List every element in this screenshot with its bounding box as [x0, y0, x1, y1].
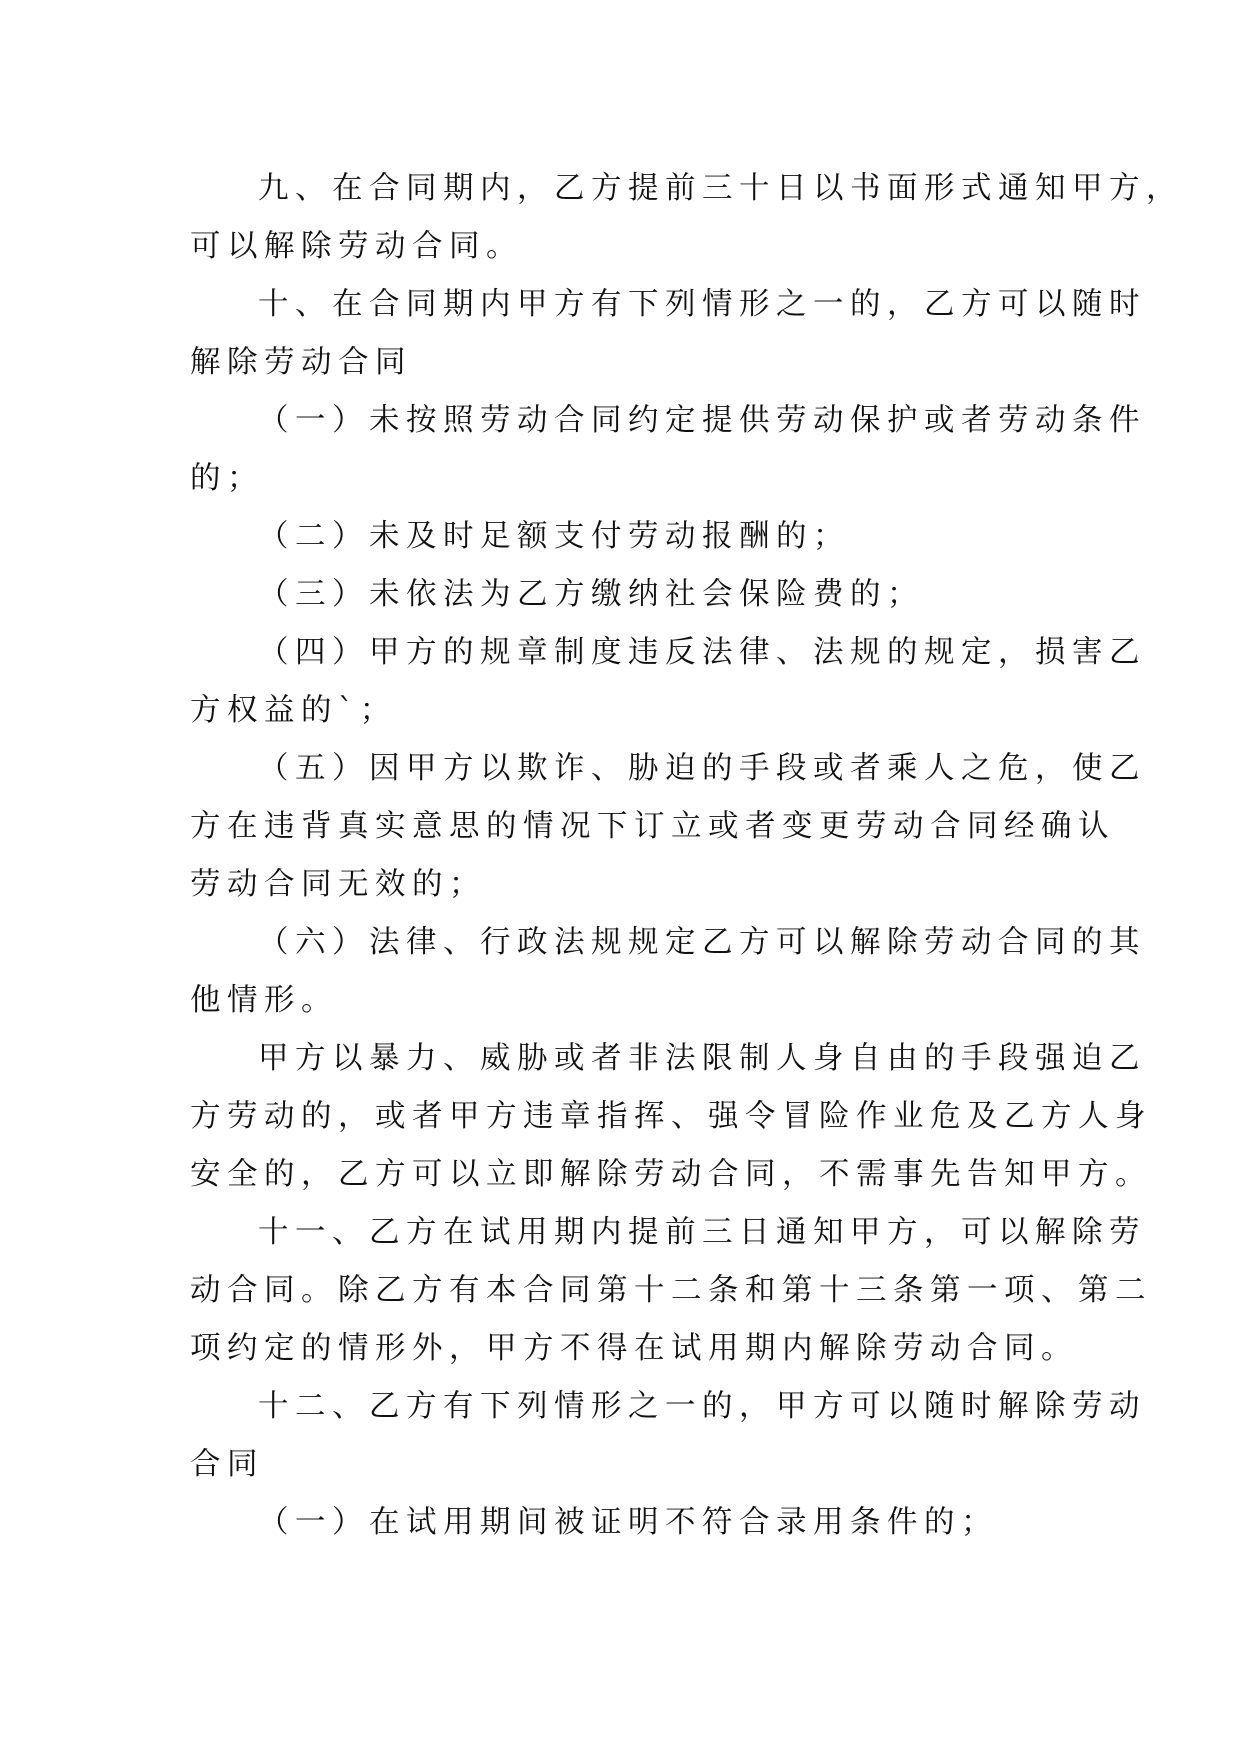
text-line: 动合同。除乙方有本合同第十二条和第十三条第一项、第二: [190, 1273, 1152, 1308]
text-line: 的；: [190, 461, 264, 496]
text-line: 可以解除劳动合同。: [190, 229, 523, 264]
text-line: 十、在合同期内甲方有下列情形之一的，乙方可以随时: [258, 287, 1146, 322]
text-line: （五）因甲方以欺诈、胁迫的手段或者乘人之危，使乙: [258, 751, 1146, 786]
text-line: （一）未按照劳动合同约定提供劳动保护或者劳动条件: [258, 403, 1146, 438]
text-line: 解除劳动合同: [190, 345, 412, 380]
contract-text: [190, 160, 1183, 1552]
text-line: 劳动合同无效的；: [190, 867, 486, 902]
text-line: 方劳动的，或者甲方违章指挥、强令冒险作业危及乙方人身: [190, 1099, 1152, 1134]
text-line: 十二、乙方有下列情形之一的，甲方可以随时解除劳动: [258, 1389, 1146, 1424]
text-line: （二）未及时足额支付劳动报酬的；: [258, 519, 850, 554]
text-line: 九、在合同期内，乙方提前三十日以书面形式通知甲方，: [258, 171, 1183, 206]
text-line: 方权益的`；: [190, 693, 397, 728]
text-line: 甲方以暴力、威胁或者非法限制人身自由的手段强迫乙: [258, 1041, 1146, 1076]
text-line: （三）未依法为乙方缴纳社会保险费的；: [258, 577, 924, 612]
text-line: 安全的，乙方可以立即解除劳动合同，不需事先告知甲方。: [190, 1157, 1152, 1192]
text-line: （六）法律、行政法规规定乙方可以解除劳动合同的其: [258, 925, 1146, 960]
text-line: 合同: [190, 1447, 264, 1482]
text-line: （一）在试用期间被证明不符合录用条件的；: [258, 1505, 998, 1540]
text-line: （四）甲方的规章制度违反法律、法规的规定，损害乙: [258, 635, 1146, 670]
text-line: 他情形。: [190, 983, 338, 1018]
text-line: 方在违背真实意思的情况下订立或者变更劳动合同经确认: [190, 809, 1115, 844]
text-line: 项约定的情形外，甲方不得在试用期内解除劳动合同。: [190, 1331, 1078, 1366]
text-line: 十一、乙方在试用期内提前三日通知甲方，可以解除劳: [258, 1215, 1146, 1250]
